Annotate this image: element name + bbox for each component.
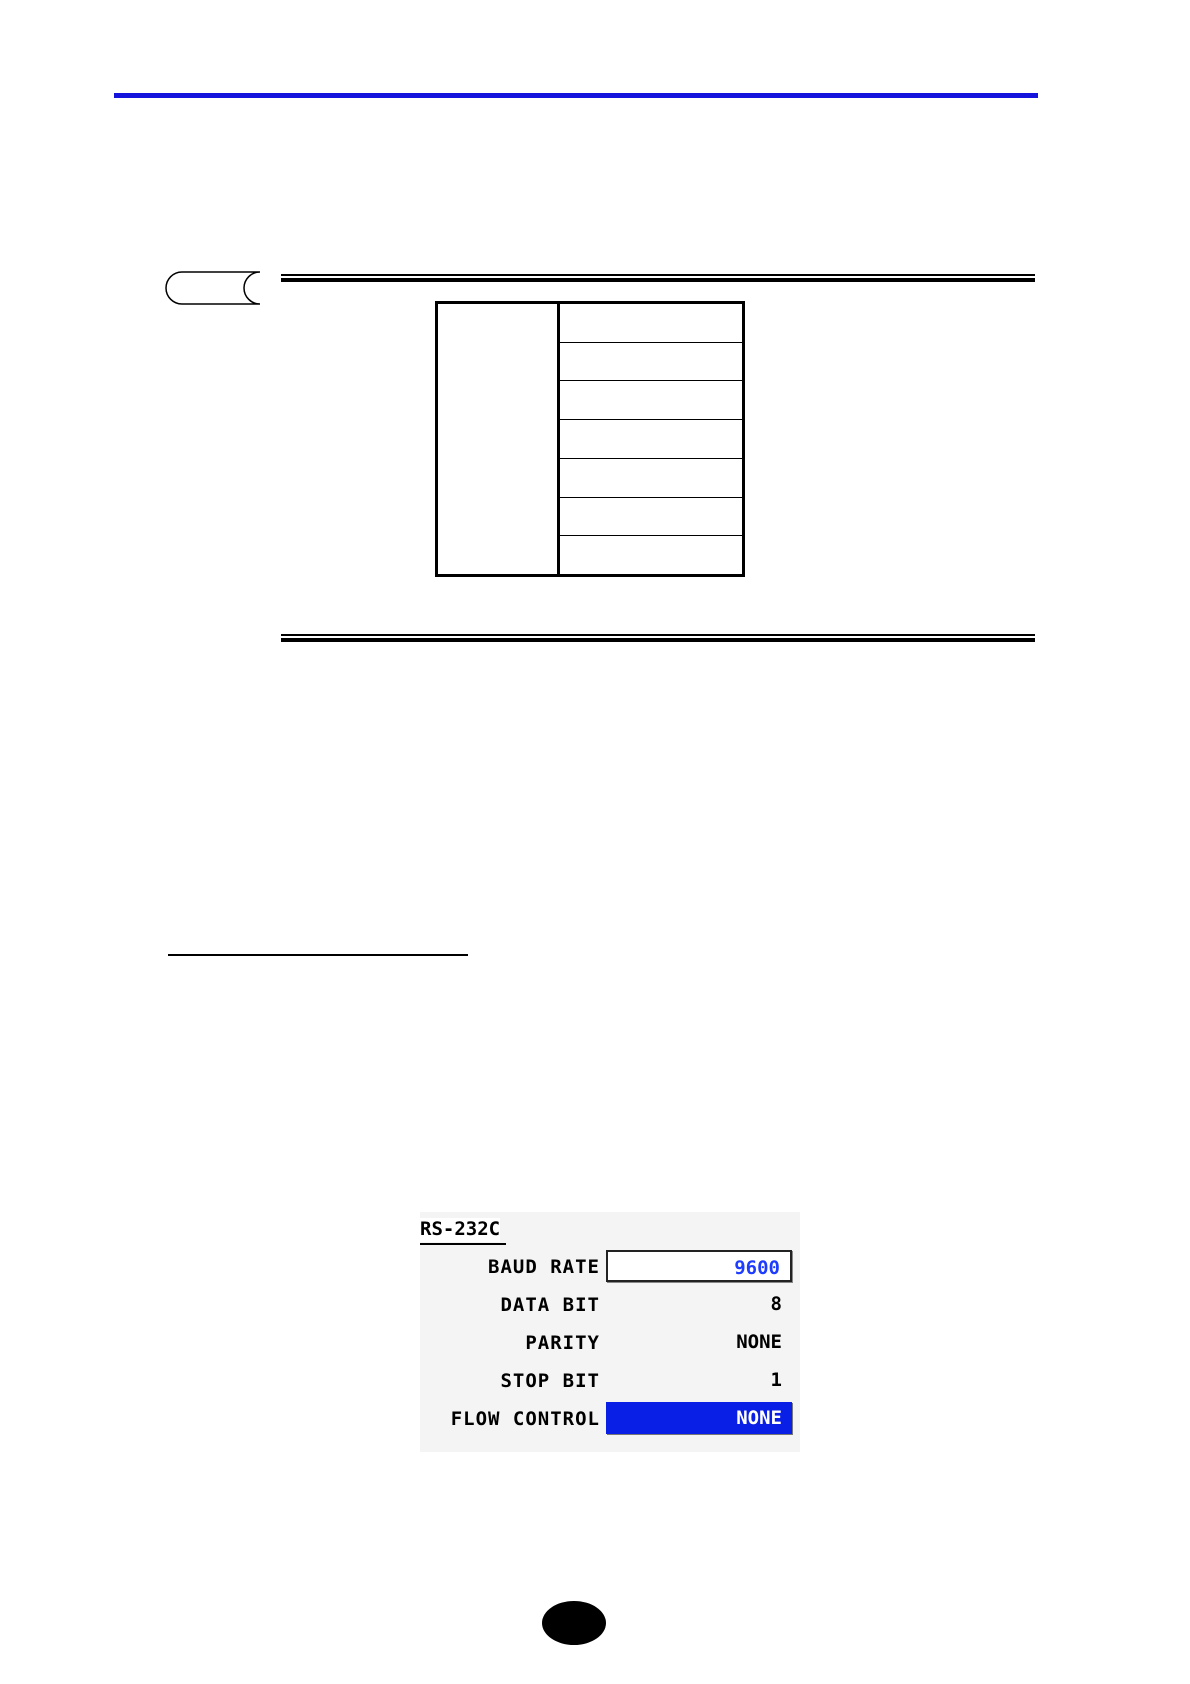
section-heading-underline xyxy=(168,954,468,956)
setting-value: NONE xyxy=(736,1331,782,1353)
setting-value: NONE xyxy=(736,1407,782,1429)
setting-label: STOP BIT xyxy=(500,1370,600,1392)
page-number-badge xyxy=(542,1601,606,1645)
setting-row-data-bit[interactable] xyxy=(420,1286,800,1322)
table-cell xyxy=(560,343,742,382)
setting-row-flow-control[interactable] xyxy=(420,1400,800,1436)
note-tab-icon xyxy=(164,271,260,305)
setting-row-baud-rate[interactable] xyxy=(420,1248,800,1284)
panel-title: RS-232C xyxy=(420,1218,501,1240)
note-bottom-rule xyxy=(281,634,1035,642)
baud-rate-field[interactable] xyxy=(606,1250,792,1282)
setting-value: 1 xyxy=(770,1369,782,1391)
panel-title-underline xyxy=(420,1243,506,1245)
setting-row-stop-bit[interactable] xyxy=(420,1362,800,1398)
setting-value: 8 xyxy=(770,1293,782,1315)
table-cell xyxy=(560,536,742,574)
setting-label: DATA BIT xyxy=(500,1294,600,1316)
rs232c-settings-panel xyxy=(420,1212,800,1452)
table-cell xyxy=(560,459,742,498)
header-rule xyxy=(114,93,1038,98)
table-cell xyxy=(560,498,742,537)
table-cell xyxy=(560,304,742,343)
table-cells xyxy=(560,304,742,574)
table-cell xyxy=(560,420,742,459)
setting-label: PARITY xyxy=(525,1332,600,1354)
stop-bit-field[interactable] xyxy=(606,1364,792,1396)
setting-label: FLOW CONTROL xyxy=(450,1408,600,1430)
flow-control-field[interactable] xyxy=(606,1402,792,1434)
reference-table xyxy=(435,301,745,577)
note-top-rule xyxy=(281,274,1035,282)
table-cell xyxy=(560,381,742,420)
parity-field[interactable] xyxy=(606,1326,792,1358)
data-bit-field[interactable] xyxy=(606,1288,792,1320)
setting-value: 9600 xyxy=(734,1257,780,1279)
setting-label: BAUD RATE xyxy=(488,1256,600,1278)
setting-row-parity[interactable] xyxy=(420,1324,800,1360)
